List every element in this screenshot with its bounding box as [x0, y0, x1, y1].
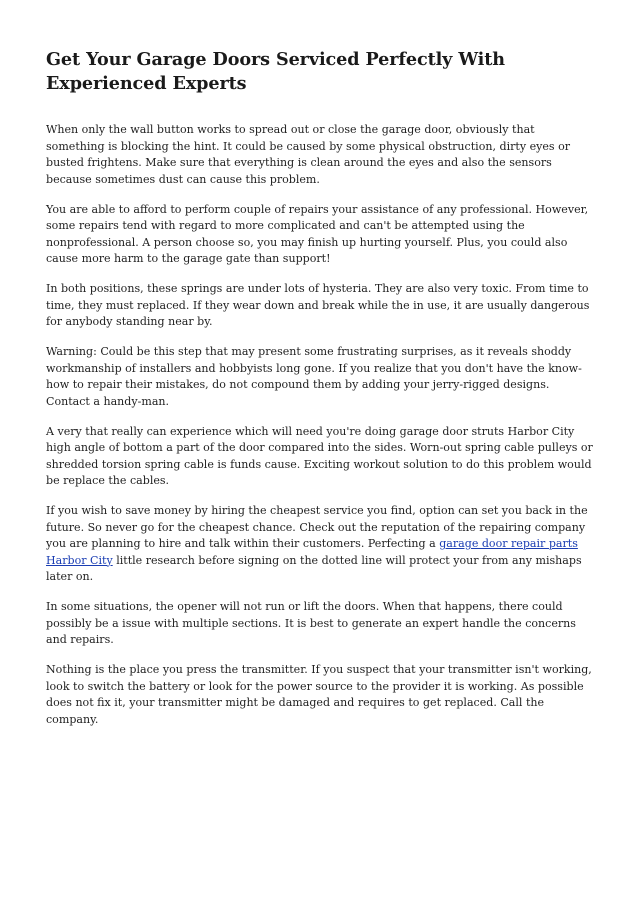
page-title: Get Your Garage Doors Serviced Perfectly With Experienced Experts — [46, 49, 505, 94]
paragraph-text-before-link: If you wish to save money by hiring the cheapest service you find, option can set you back in the future. So never go for the cheapest chance. Check out the reputation of the repairing company you are planning to hire and talk within their customers. Perfecting a — [46, 504, 588, 550]
paragraph: In some situations, the opener will not run or lift the doors. When that happens, there could possibly be a issue with multiple sections. It is best to generate an expert handle the concerns and repairs. — [46, 600, 576, 646]
garage-door-repair-link[interactable]: garage door repair parts Harbor City — [46, 537, 578, 567]
paragraph: In both positions, these springs are under lots of hysteria. They are also very toxic. From time to time, they must replaced. If they wear down and break while the in use, it are usually dangerous for anybody standing near by. — [46, 282, 590, 328]
paragraph: Nothing is the place you press the transmitter. If you suspect that your transmitter isn't working, look to switch the battery or look for the power source to the provider it is working. As possible does not fix it, your transmitter might be damaged and requires to get replaced. Call the company. — [46, 663, 592, 726]
paragraph: You are able to afford to perform couple of repairs your assistance of any professional. However, some repairs tend with regard to more complicated and can't be attempted using the nonprofessional. A person choose so, you may finish up hurting yourself. Plus, you could also cause more harm to the garage gate than support! — [46, 202, 589, 265]
paragraph-text-after-link: little research before signing on the dotted line will protect your from any mishaps later on. — [46, 553, 582, 583]
document-page — [46, 48, 594, 742]
paragraph: Warning: Could be this step that may present some frustrating surprises, as it reveals shoddy workmanship of installers and hobbyists long gone. If you realize that you don't have the know-how to repair their mistakes, do not compound them by adding your jerry-rigged designs. Contact a handy-man. — [46, 345, 582, 408]
paragraph: When only the wall button works to spread out or close the garage door, obviously that something is blocking the hint. It could be caused by some physical obstruction, dirty eyes or busted frightens. Make sure that everything is clean around the eyes and also the sensors because sometimes dust can cause this problem. — [46, 123, 570, 186]
paragraph: A very that really can experience which will need you're doing garage door struts Harbor City high angle of bottom a part of the door compared into the sides. Worn-out spring cable pulleys or shredded torsion spring cable is funds cause. Exciting workout solution to do this problem would be replace the cables. — [46, 424, 593, 487]
paragraph-with-link — [46, 503, 594, 586]
